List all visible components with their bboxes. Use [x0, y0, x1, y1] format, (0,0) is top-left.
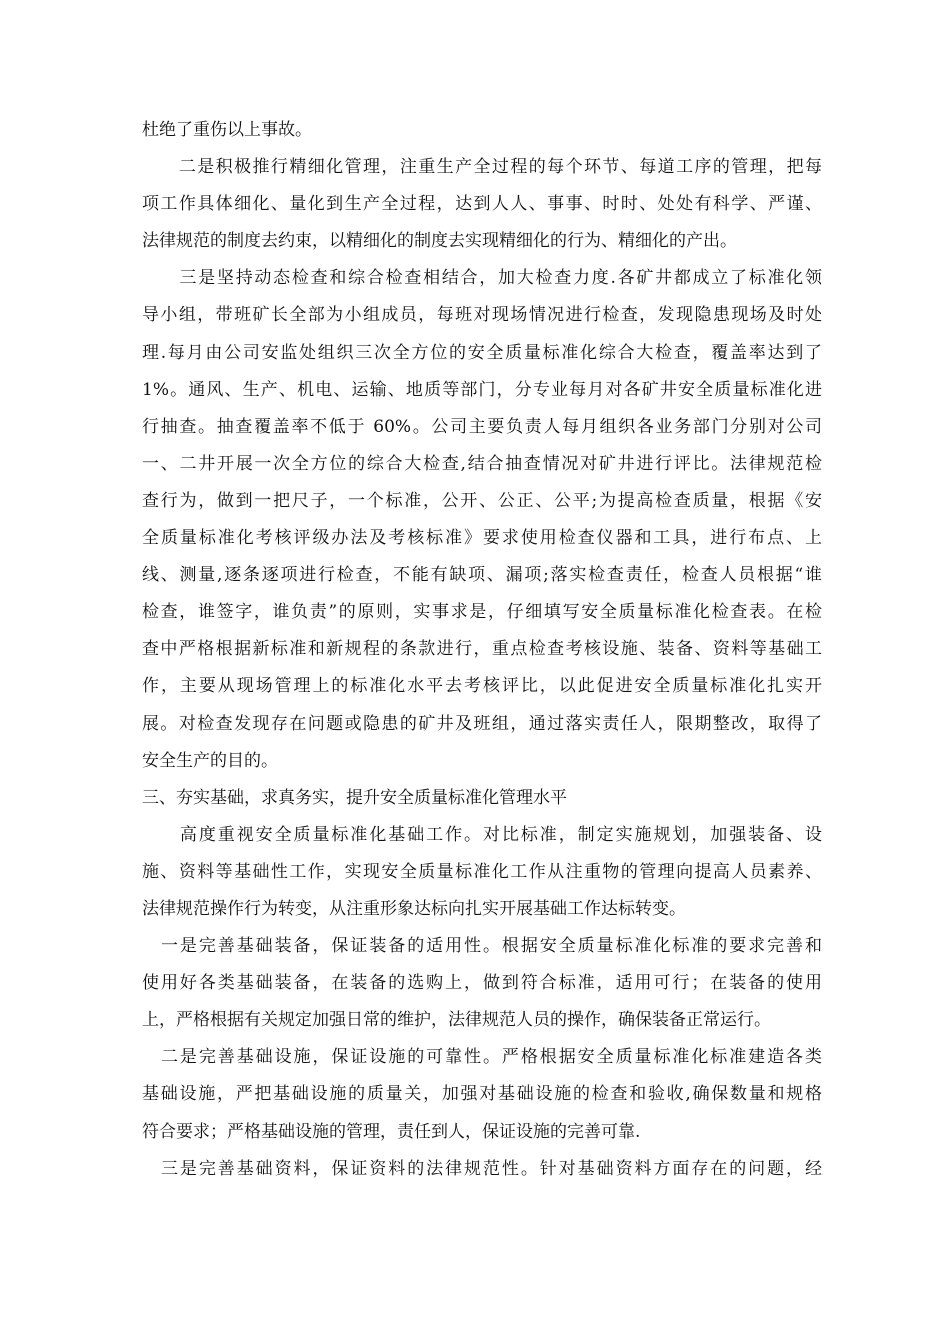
text-line: 项工作具体细化、量化到生产全过程，达到人人、事事、时时、处处有科学、严谨、 — [142, 194, 822, 215]
text-line: 施、资料等基础性工作，实现安全质量标准化工作从注重物的管理向提高人员素养、 — [142, 861, 822, 882]
text-line: 1%。通风、生产、机电、运输、地质等部门，分专业每月对各矿井安全质量标准化进 — [142, 379, 822, 400]
text-line: 导小组，带班矿长全部为小组成员，每班对现场情况进行检查，发现隐患现场及时处 — [142, 305, 822, 326]
text-line: 理.每月由公司安监处组织三次全方位的安全质量标准化综合大检查，覆盖率达到了 — [142, 342, 822, 363]
text-line: 二是积极推行精细化管理，注重生产全过程的每个环节、每道工序的管理，把每 — [142, 157, 822, 178]
text-line: 一是完善基础装备，保证装备的适用性。根据安全质量标准化标准的要求完善和 — [142, 936, 822, 957]
text-line: 线、测量,逐条逐项进行检查，不能有缺项、漏项;落实检查责任，检查人员根据“谁 — [142, 565, 822, 586]
text-line: 查行为，做到一把尺子，一个标准，公开、公正、公平;为提高检查质量，根据《安 — [142, 490, 822, 511]
text-line: 符合要求；严格基础设施的管理，责任到人，保证设施的完善可靠. — [142, 1121, 641, 1142]
text-line: 法律规范操作行为转变，从注重形象达标向扎实开展基础工作达标转变。 — [142, 898, 686, 919]
text-line: 法律规范的制度去约束，以精细化的制度去实现精细化的行为、精细化的产出。 — [142, 231, 737, 252]
text-line: 三是完善基础资料，保证资料的法律规范性。针对基础资料方面存在的问题，经 — [142, 1158, 822, 1179]
text-line: 行抽查。抽查覆盖率不低于 60%。公司主要负责人每月组织各业务部门分别对公司 — [142, 416, 822, 437]
text-line: 上，严格根据有关规定加强日常的维护，法律规范人员的操作，确保装备正常运行。 — [142, 1010, 771, 1031]
text-line: 杜绝了重伤以上事故。 — [142, 120, 312, 140]
text-line: 基础设施，严把基础设施的质量关，加强对基础设施的检查和验收,确保数量和规格 — [142, 1084, 822, 1105]
text-line: 安全生产的目的。 — [142, 750, 278, 771]
text-line: 三是坚持动态检查和综合检查相结合，加大检查力度.各矿井都成立了标准化领 — [142, 268, 822, 289]
body-text — [142, 112, 822, 1188]
text-line: 高度重视安全质量标准化基础工作。对比标准，制定实施规划，加强装备、设 — [142, 824, 822, 845]
text-line: 作，主要从现场管理上的标准化水平去考核评比，以此促进安全质量标准化扎实开 — [142, 676, 822, 697]
text-line: 检查，谁签字，谁负责”的原则，实事求是，仔细填写安全质量标准化检查表。在检 — [142, 602, 822, 623]
text-line: 使用好各类基础装备，在装备的选购上，做到符合标准，适用可行；在装备的使用 — [142, 973, 822, 994]
text-line: 二是完善基础设施，保证设施的可靠性。严格根据安全质量标准化标准建造各类 — [142, 1047, 822, 1068]
text-line: 一、二井开展一次全方位的综合大检查,结合抽查情况对矿井进行评比。法律规范检 — [142, 453, 822, 474]
text-line: 展。对检查发现存在问题或隐患的矿井及班组，通过落实责任人，限期整改，取得了 — [142, 713, 822, 734]
section-heading: 三、夯实基础，求真务实，提升安全质量标准化管理水平 — [142, 787, 567, 808]
text-line: 查中严格根据新标准和新规程的条款进行，重点检查考核设施、装备、资料等基础工 — [142, 639, 822, 660]
text-line: 全质量标准化考核评级办法及考核标准》要求使用检查仪器和工具，进行布点、上 — [142, 528, 822, 549]
